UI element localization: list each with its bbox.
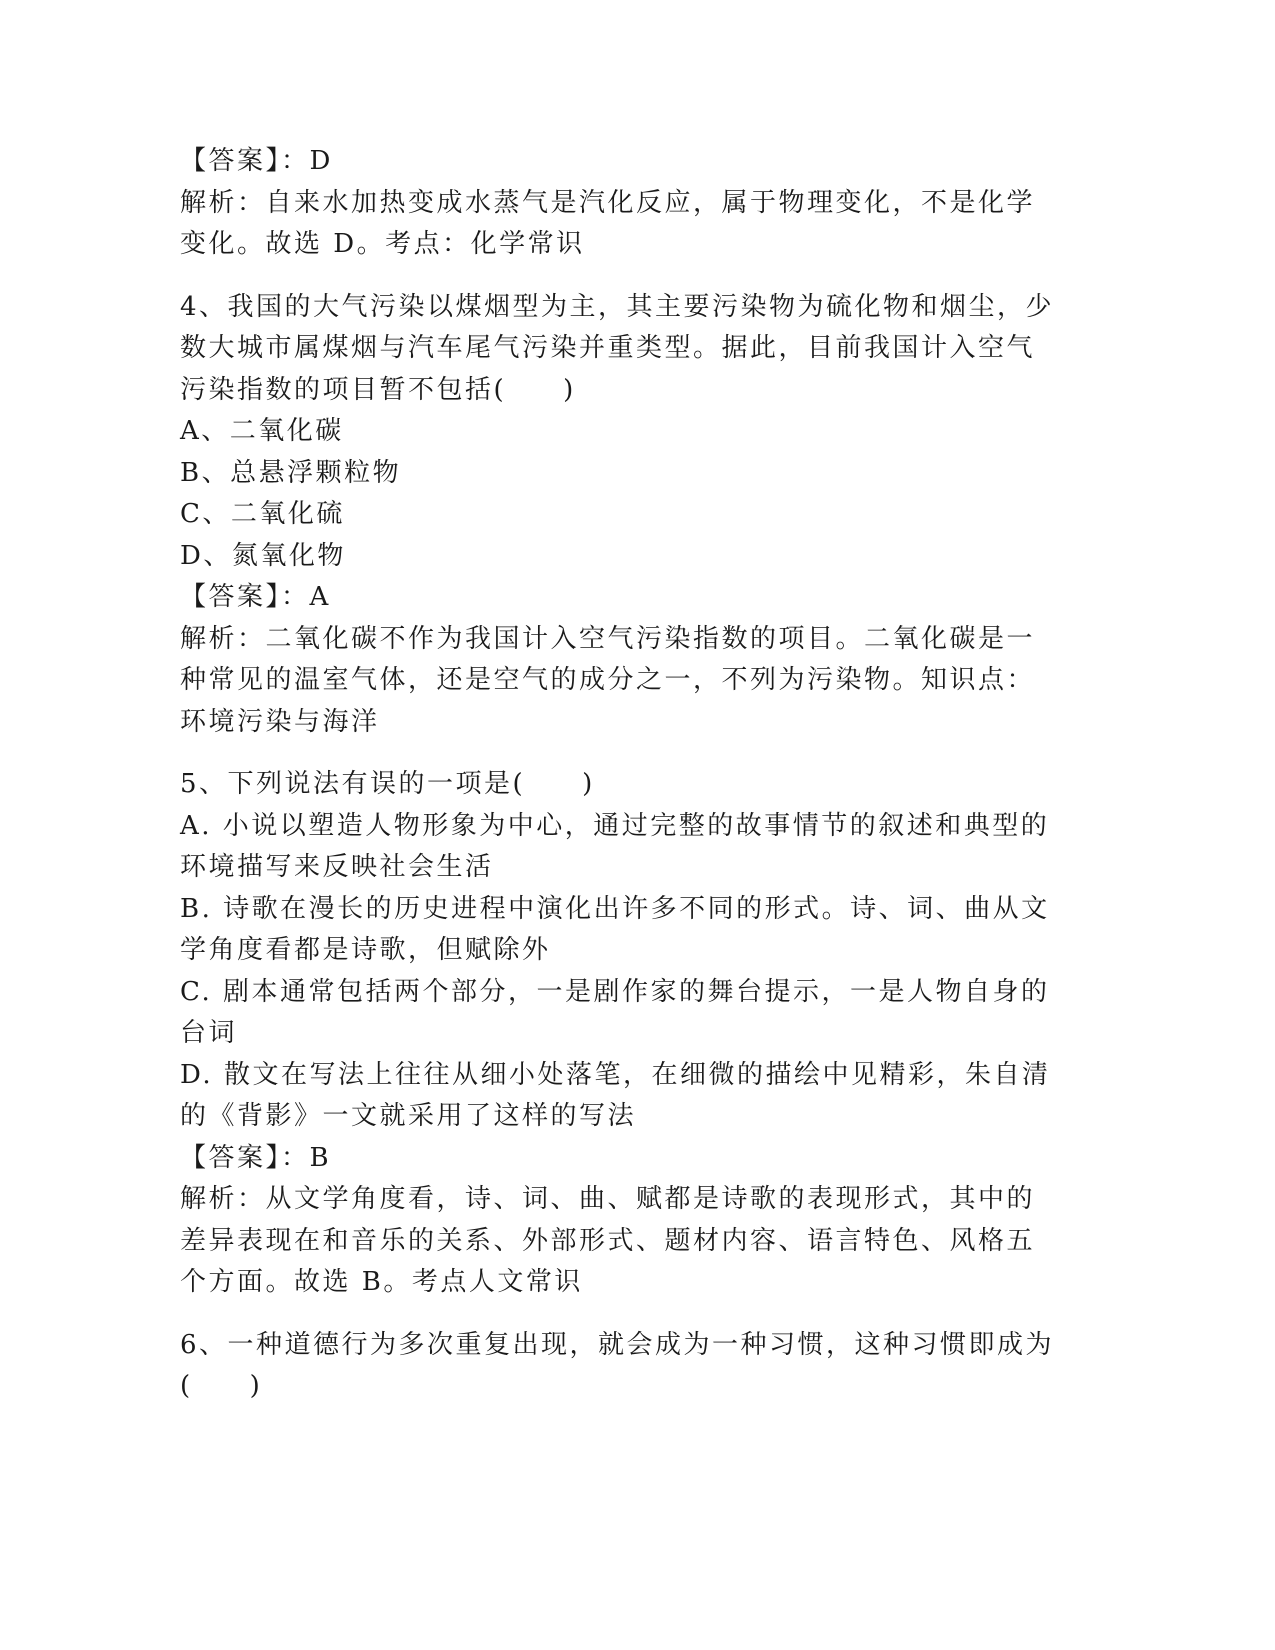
- question-4: [180, 287, 1055, 744]
- option-b: B. 诗歌在漫长的历史进程中演化出许多不同的形式。诗、词、曲从文: [180, 893, 1050, 924]
- option-c: C. 剧本通常包括两个部分，一是剧作家的舞台提示，一是人物自身的: [180, 976, 1050, 1007]
- analysis-line: 种常见的温室气体，还是空气的成分之一，不列为污染物。知识点：: [180, 665, 1036, 695]
- question-5: [180, 764, 1051, 1304]
- question-6: [180, 1325, 1055, 1408]
- analysis-line: 差异表现在和音乐的关系、外部形式、题材内容、语言特色、风格五: [180, 1225, 1036, 1256]
- question-stem-line: ( ): [180, 1371, 263, 1401]
- spacer: [180, 266, 1040, 287]
- spacer: [180, 743, 1040, 764]
- option-b: B、总悬浮颗粒物: [180, 457, 402, 488]
- analysis-line: 个方面。故选 B。考点人文常识: [180, 1267, 583, 1297]
- option-d: D、氮氧化物: [180, 540, 346, 571]
- question-3-answer-block: [180, 141, 1040, 266]
- answer-line: 【答案】：D: [180, 146, 333, 176]
- option-c: C、二氧化硫: [180, 499, 345, 529]
- analysis-line: 解析：从文学角度看，诗、词、曲、赋都是诗歌的表现形式，其中的: [180, 1184, 1036, 1214]
- option-a-continued: 环境描写来反映社会生活: [180, 852, 494, 882]
- analysis-line: 解析：二氧化碳不作为我国计入空气污染指数的项目。二氧化碳是一: [180, 623, 1036, 654]
- option-d-continued: 的《背影》一文就采用了这样的写法: [180, 1101, 637, 1131]
- answer-line: 【答案】：B: [180, 1142, 332, 1173]
- analysis-line: 解析：自来水加热变成水蒸气是汽化反应，属于物理变化，不是化学: [180, 187, 1036, 218]
- option-d: D. 散文在写法上往往从细小处落笔，在细微的描绘中见精彩，朱自清: [180, 1059, 1051, 1090]
- document-page: [180, 141, 1055, 1408]
- question-stem-line: 5、下列说法有误的一项是( ): [180, 769, 595, 799]
- question-stem-line: 4、我国的大气污染以煤烟型为主，其主要污染物为硫化物和烟尘，少: [180, 291, 1055, 322]
- spacer: [180, 1304, 1040, 1325]
- analysis-line: 变化。故选 D。考点：化学常识: [180, 229, 585, 259]
- option-c-continued: 台词: [180, 1018, 238, 1048]
- question-stem-line: 污染指数的项目暂不包括( ): [180, 374, 576, 405]
- question-stem-line: 6、一种道德行为多次重复出现，就会成为一种习惯，这种习惯即成为: [180, 1329, 1055, 1360]
- option-a: A. 小说以塑造人物形象为中心，通过完整的故事情节的叙述和典型的: [180, 810, 1050, 841]
- option-a: A、二氧化碳: [180, 416, 344, 446]
- analysis-line: 环境污染与海洋: [180, 706, 380, 737]
- answer-line: 【答案】：A: [180, 582, 331, 612]
- option-b-continued: 学角度看都是诗歌，但赋除外: [180, 935, 551, 965]
- question-stem-line: 数大城市属煤烟与汽车尾气污染并重类型。据此，目前我国计入空气: [180, 333, 1036, 363]
